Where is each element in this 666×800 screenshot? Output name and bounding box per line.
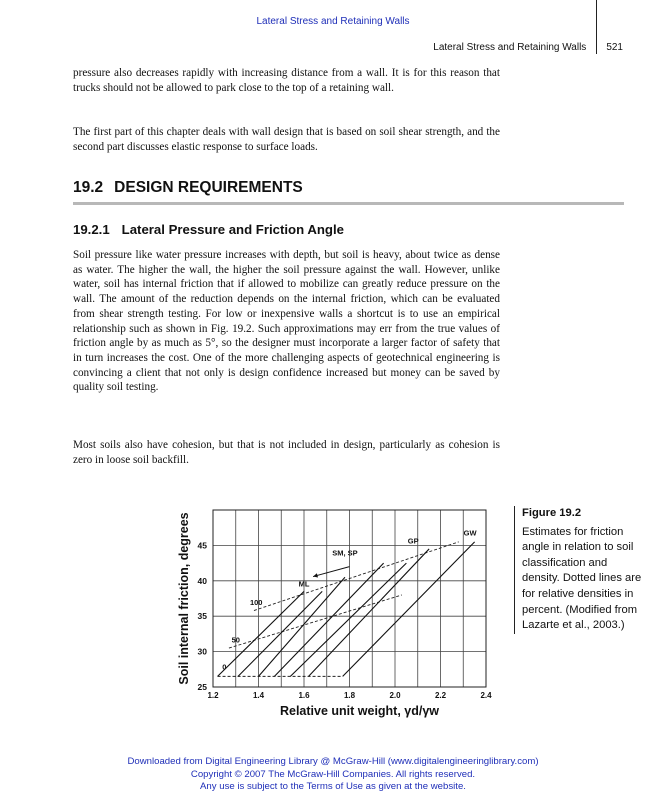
- chart-annotation: GP: [407, 536, 419, 546]
- y-tick-label: 40: [197, 575, 207, 586]
- figure-label: Figure 19.2: [522, 507, 582, 519]
- x-tick-label: 2.4: [480, 691, 492, 700]
- subsection-number: 19.2.1: [73, 222, 110, 237]
- chart-annotation: 50: [231, 635, 240, 645]
- x-tick-label: 1.6: [298, 691, 310, 700]
- tick-labels: [198, 540, 493, 700]
- soil-line: [259, 577, 345, 676]
- friction-angle-chart: [172, 500, 502, 725]
- running-title: Lateral Stress and Retaining Walls: [433, 42, 587, 54]
- soil-lines: [218, 542, 475, 677]
- running-head-separator: [596, 41, 597, 54]
- page-number: 521: [606, 42, 623, 54]
- chart-annotation: GW: [463, 528, 477, 538]
- chart-annotation: SM, SP: [332, 548, 358, 558]
- paragraph-4: Most soils also have cohesion, but that is not included in design, particularly as cohesion is zero in loose soil backfill.: [73, 439, 500, 466]
- running-head: [433, 41, 623, 54]
- chart-annotation: 0: [222, 662, 227, 672]
- subsection-heading: [73, 222, 356, 237]
- chart-annotation: 100: [249, 597, 263, 607]
- x-tick-label: 1.8: [343, 691, 356, 700]
- header-divider-line: [596, 0, 597, 44]
- density-lines: [218, 542, 459, 677]
- soil-line: [343, 542, 475, 677]
- top-link[interactable]: Lateral Stress and Retaining Walls: [256, 16, 410, 27]
- y-tick-label: 45: [197, 540, 207, 551]
- arrow-line: [313, 567, 349, 577]
- paragraph-1: pressure also decreases rapidly with increasing distance from a wall. It is for this reason that trucks should not be allowed to park close to the top of a retaining wall.: [73, 67, 500, 94]
- chart-annotation: ML: [298, 579, 310, 589]
- y-tick-label: 30: [197, 646, 207, 657]
- x-axis-label: Relative unit weight, γd/γw: [279, 704, 440, 718]
- section-heading: [73, 179, 624, 205]
- footer-terms[interactable]: Any use is subject to the Terms of Use as given at the website.: [200, 781, 466, 792]
- paragraph-2: The first part of this chapter deals with wall design that is based on soil shear strength, and the second part discusses elastic response to surface loads.: [73, 126, 500, 153]
- paragraph-3: Soil pressure like water pressure increases with depth, but soil is heavy, about twice as dense as water. The higher the wall, the higher the soil pressure against the wall. However, unlike water, soil has internal friction that if allowed to mobilize can greatly reduce pressure on the wall. The amount of the reduction depends on the internal friction, which can be evaluated from shear strength testing. For low or inexpensive walls a shortcut is to use an empirical relationship such as shown in Fig. 19.2. Such approximations may err from the true values of friction angle by as much as 5°, so the designer must incorporate a larger factor of safety that in turn increases the cost. One of the more challenging aspects of geotechnical engineering is convincing a client that not only is design confidence increased but money can be saved by quality soil testing.: [73, 249, 500, 394]
- section-title: DESIGN REQUIREMENTS: [114, 179, 303, 196]
- y-tick-label: 35: [197, 611, 207, 622]
- x-tick-label: 2.0: [389, 691, 401, 700]
- x-tick-label: 1.2: [207, 691, 219, 700]
- x-tick-label: 1.4: [252, 691, 265, 700]
- y-tick-label: 25: [197, 682, 207, 692]
- figure-caption: [514, 506, 642, 634]
- figure-caption-text: Estimates for friction angle in relation to soil classification and density. Dotted lines are for relative densities in percent. (Modified from Lazarte et al., 2003.): [522, 525, 642, 632]
- y-axis-label: Soil internal friction, degrees: [177, 512, 191, 685]
- section-number: 19.2: [73, 179, 104, 196]
- subsection-title: Lateral Pressure and Friction Angle: [121, 222, 344, 237]
- x-tick-label: 2.2: [434, 691, 447, 700]
- footer-copyright: Copyright © 2007 The McGraw-Hill Companies. All rights reserved.: [190, 768, 476, 780]
- footer-download-link[interactable]: Downloaded from Digital Engineering Library @ McGraw-Hill (www.digitalengineeringlibrary.com): [127, 756, 539, 767]
- soil-line: [274, 563, 383, 676]
- footer: [0, 756, 666, 794]
